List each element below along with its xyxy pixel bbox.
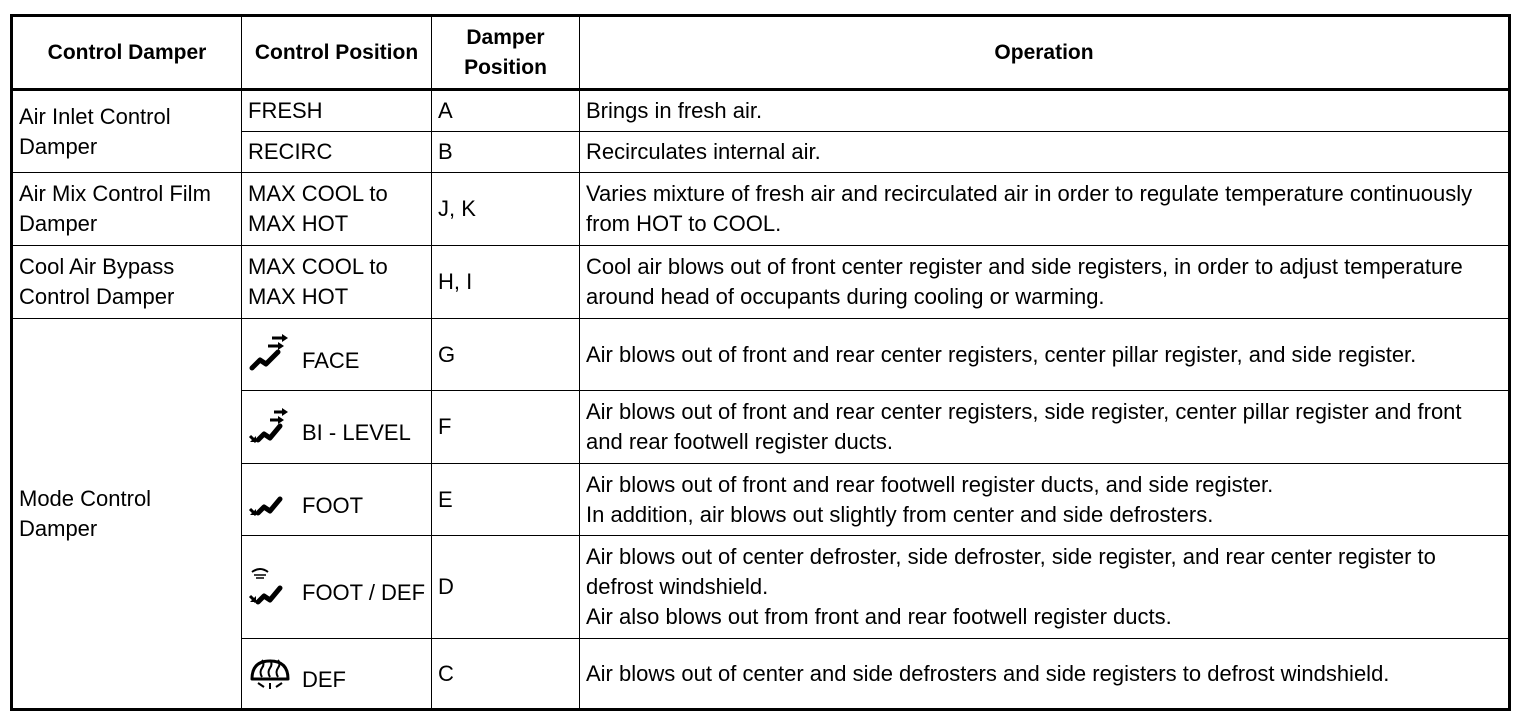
bi-level-vent-icon xyxy=(248,406,294,448)
header-damper-position: Damper Position xyxy=(432,16,580,90)
damper-position-cell: G xyxy=(432,319,580,391)
operation-cell xyxy=(580,246,1510,319)
operation-cell xyxy=(580,391,1510,464)
control-position-label: DEF xyxy=(302,666,346,692)
damper-position-cell: E xyxy=(432,464,580,536)
header-control-damper: Control Damper xyxy=(12,16,242,90)
operation-text: Air blows out of front and rear center registers, side register, center pillar register and front and rear footwell register ducts. xyxy=(586,399,1462,454)
operation-cell xyxy=(580,536,1510,639)
table-row xyxy=(12,90,1510,132)
operation-cell xyxy=(580,90,1510,132)
operation-text: Air blows out of front and rear footwell register ducts, and side register. xyxy=(586,471,1274,497)
table-row xyxy=(12,173,1510,246)
defrost-icon xyxy=(248,653,294,695)
operation-cell xyxy=(580,464,1510,536)
operation-text: Air blows out of front and rear center registers, center pillar register, and side register. xyxy=(586,341,1417,367)
control-position-cell: FRESH xyxy=(242,90,432,132)
operation-cell xyxy=(580,639,1510,710)
foot-def-vent-icon xyxy=(248,566,294,608)
header-row xyxy=(12,16,1510,90)
header-control-position: Control Position xyxy=(242,16,432,90)
damper-position-cell: B xyxy=(432,132,580,173)
damper-name-cell: Air Inlet Control Damper xyxy=(12,90,242,173)
damper-name-cell: Air Mix Control Film Damper xyxy=(12,173,242,246)
control-position-label: FACE xyxy=(302,347,360,373)
operation-cell xyxy=(580,319,1510,391)
operation-text: In addition, air blows out slightly from center and side defrosters. xyxy=(586,501,1214,527)
control-position-cell: RECIRC xyxy=(242,132,432,173)
operation-text: Air also blows out from front and rear footwell register ducts. xyxy=(586,604,1172,629)
damper-position-cell: J, K xyxy=(432,173,580,246)
operation-cell xyxy=(580,132,1510,173)
control-position-cell xyxy=(242,639,432,710)
control-position-cell: MAX COOL to MAX HOT xyxy=(242,246,432,319)
operation-text: Cool air blows out of front center register and side registers, in order to adjust temperature around head of occupants during cooling or warming. xyxy=(586,254,1463,309)
damper-position-cell: F xyxy=(432,391,580,464)
control-position-label: FOOT / DEF xyxy=(302,580,426,605)
foot-vent-icon xyxy=(248,479,294,521)
control-position-cell xyxy=(242,464,432,536)
damper-position-cell: H, I xyxy=(432,246,580,319)
operation-text: Air blows out of center and side defrosters and side registers to defrost windshield. xyxy=(586,660,1390,686)
control-position-cell xyxy=(242,536,432,639)
control-position-label: BI - LEVEL xyxy=(302,420,411,445)
table-row xyxy=(12,246,1510,319)
damper-name-cell: Mode Control Damper xyxy=(12,319,242,710)
control-position-cell xyxy=(242,391,432,464)
control-position-cell xyxy=(242,319,432,391)
header-operation: Operation xyxy=(580,16,1510,90)
damper-operation-table xyxy=(10,14,1511,711)
damper-position-cell: A xyxy=(432,90,580,132)
damper-position-cell: C xyxy=(432,639,580,710)
table-row xyxy=(12,319,1510,391)
damper-position-cell: D xyxy=(432,536,580,639)
control-position-label: FOOT xyxy=(302,492,364,518)
damper-name-cell: Cool Air Bypass Control Damper xyxy=(12,246,242,319)
operation-cell xyxy=(580,173,1510,246)
face-vent-icon xyxy=(248,334,294,376)
operation-text: Brings in fresh air. xyxy=(586,98,763,123)
operation-text: Air blows out of center defroster, side defroster, side register, and rear center register to defrost windshield. xyxy=(586,544,1436,599)
operation-text: Varies mixture of fresh air and recirculated air in order to regulate temperature continuously from HOT to COOL. xyxy=(586,181,1473,236)
operation-text: Recirculates internal air. xyxy=(586,139,821,164)
control-position-cell: MAX COOL to MAX HOT xyxy=(242,173,432,246)
